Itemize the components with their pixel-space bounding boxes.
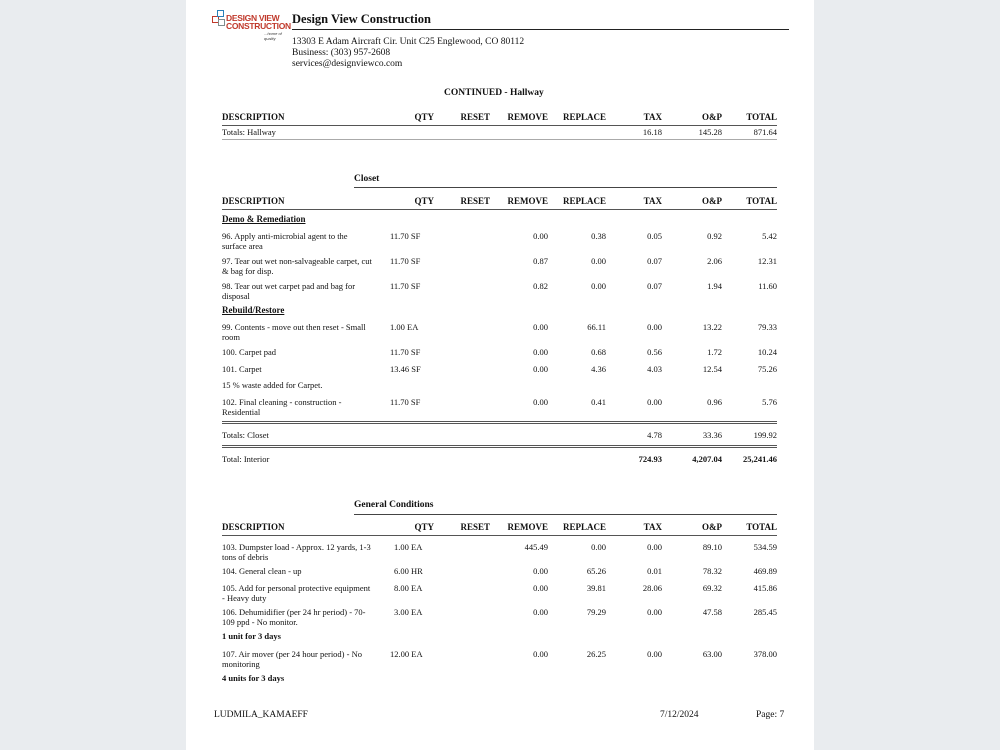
company-logo: DESIGN VIEW CONSTRUCTION ...home of quality xyxy=(212,10,286,40)
group-demo-remediation: Demo & Remediation xyxy=(222,214,306,224)
hallway-section-title: CONTINUED - Hallway xyxy=(444,88,544,98)
document-page: DESIGN VIEW CONSTRUCTION ...home of quality Design View Construction 13303 E Adam Aircraft Cir. Unit C25 Englewood, CO 80112 Business: (303) 957-2608 services@designviewco.com CONTINUED - Hallway DESCRIPTION QTY RESET REMOVE REPLACE TAX O&P TOTAL Totals: Hallway 16.18 145.28 871.64 Closet DESCRIPTION QTY RESET REMOVE REPLACE TAX O&P TOTAL Demo & Remediation 96. Apply anti-microbial agent to the surface area 11.70 SF 0.00 0.38 0.05 0.92 5.42 97. Tear out wet non-salvageable carpet, cut & bag for disp. 11.70 SF 0.87 0.00 0.07 2.06 12.31 98. Tear out wet carpet pad and bag for disposal 11.70 SF 0.82 0.00 0.07 1.94 11.60 Rebuild/Restore 99. Contents - move out then reset - Small room 1.00 EA 0.00 66.11 0.00 13.22 79.33 100. Carpet pad 11.70 SF 0.00 0.68 0.56 1.72 10.24 101. Carpet 13.46 SF 0.00 4.36 4.03 12.54 75.26 15 % waste added for Carpet. 102. Final cleaning - construction - Residential 11.70 SF 0.00 0.41 0.00 0.96 5.76 Totals: Closet 4.78 33.36 199.92 Total: Interior 724.93 4,207.04 25,241.46 General Conditions DESCRIPTION QTY RESET REMOVE REPLACE TAX O&P TOTAL 103. Dumpster load - Approx. 12 yards, 1-3 tons of debris 1.00 EA 445.49 0.00 0.00 89.10 534.59 104. General clean - up 6.00 HR 0.00 65.26 0.01 78.32 469.89 105. Add for personal protective equipment - Heavy duty 8.00 EA 0.00 39.81 28.06 69.32 415.86 106. Dehumidifier (per 24 hr period) - 70-109 ppd - No monitor. 3.00 EA 0.00 79.29 0.00 47.58 285.45 1 unit for 3 days 107. Air mover (per 24 hour period) - No monitoring 12.00 EA 0.00 26.25 0.00 63.00 378.00 4 units for 3 days LUDMILA_KAMAEFF 7/12/2024 Page: 7 xyxy=(186,0,814,750)
dehumidifier-note: 1 unit for 3 days xyxy=(222,631,281,641)
header-rule xyxy=(292,29,789,30)
closet-section-title: Closet xyxy=(354,174,380,184)
company-phone: Business: (303) 957-2608 xyxy=(292,48,391,58)
air-mover-note: 4 units for 3 days xyxy=(222,673,285,683)
table-rule xyxy=(222,125,777,126)
carpet-waste-note: 15 % waste added for Carpet. xyxy=(222,380,323,390)
footer-page-number: Page: 7 xyxy=(756,710,785,720)
company-address: 13303 E Adam Aircraft Cir. Unit C25 Englewood, CO 80112 xyxy=(292,37,525,47)
footer-estimator: LUDMILA_KAMAEFF xyxy=(214,710,308,720)
group-rebuild-restore: Rebuild/Restore xyxy=(222,305,285,315)
totals-rule xyxy=(222,445,777,448)
section-rule xyxy=(354,514,777,515)
totals-rule xyxy=(222,421,777,424)
section-rule xyxy=(354,187,777,188)
footer-date: 7/12/2024 xyxy=(660,710,699,720)
general-section-title: General Conditions xyxy=(354,500,434,510)
company-email: services@designviewco.com xyxy=(292,59,403,69)
table-rule xyxy=(222,535,777,536)
company-name: Design View Construction xyxy=(292,12,431,26)
table-rule xyxy=(222,139,777,140)
table-rule xyxy=(222,209,777,210)
